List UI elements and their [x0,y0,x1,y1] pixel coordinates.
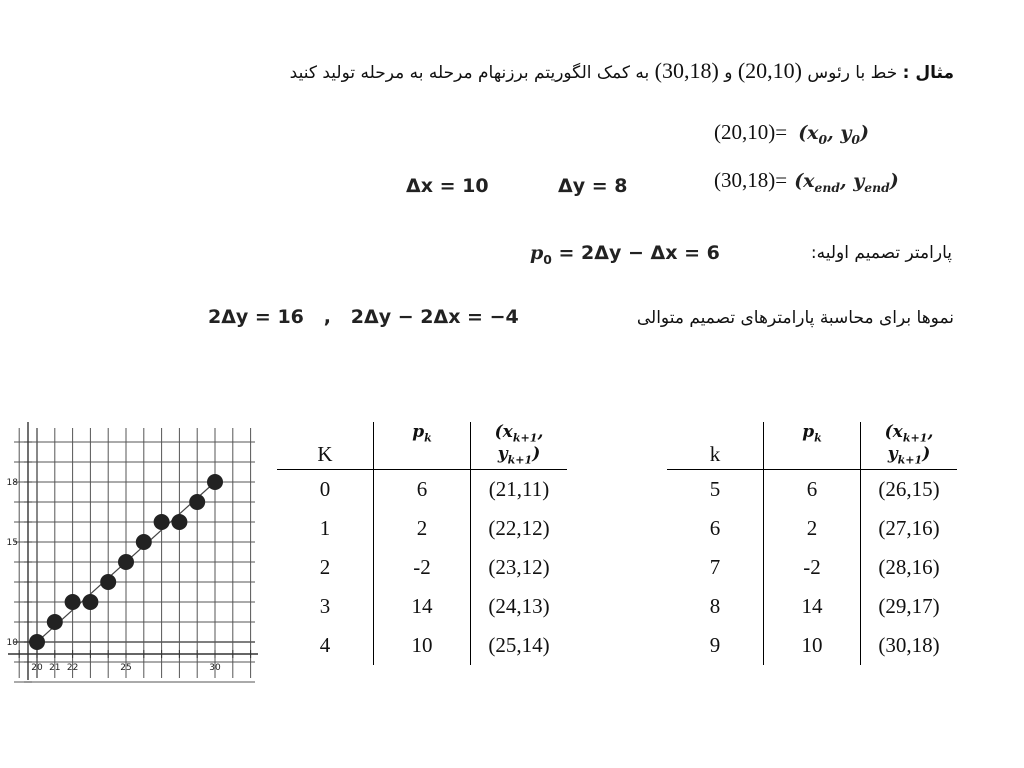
example-conj: و [724,63,733,83]
cell-k: 1 [277,509,374,548]
cell-xy: (29,17) [878,593,940,618]
table-row [667,587,957,626]
cell-k: 5 [667,469,764,509]
col-xy-header: ($x_{k+1}$, $y_{k+1}$) [471,422,568,469]
pixel-point [189,494,205,510]
col-k-header: k [667,422,764,469]
table-row [277,626,567,665]
start-endpoint [714,120,869,147]
pixel-point [171,514,187,530]
cell-k: 6 [667,509,764,548]
x-tick-label: 22 [66,663,79,673]
cell-k: 8 [667,587,764,626]
col-k-header: K [277,422,374,469]
cell-xy: (27,16) [878,515,940,540]
cell-xy: (21,11) [488,476,550,501]
x-tick-label: 20 [31,663,43,673]
example-statement [290,58,954,84]
table-row [277,587,567,626]
pixel-point [65,594,81,610]
y-tick-label: 15 [6,538,18,548]
start-rhs: ($x_0$, $y_0$) [798,122,869,147]
table-row [667,509,957,548]
col-pk-header: $p_k$ [374,422,471,469]
initial-param-formula: $p_0 = 2\Delta y - \Delta x = 6$ [530,242,720,267]
cell-pk: 6 [764,469,861,509]
cell-xy: (26,15) [878,476,940,501]
cell-k: 3 [277,587,374,626]
table-row [277,469,567,509]
table-row [277,509,567,548]
table-row [667,548,957,587]
end-lhs: (30,18)= [714,168,788,192]
cell-xy: (22,12) [488,515,550,540]
example-before: خط با رئوس [807,63,898,83]
increments-formula: 2Δy = 16 , 2Δy − 2Δx = −4 [208,306,519,328]
y-tick-label: 10 [6,638,18,648]
cell-k: 9 [667,626,764,665]
cell-pk: -2 [374,548,471,587]
increments-label: نموها برای محاسبة پارامترهای تصمیم متوالی [636,308,954,328]
y-tick-label: 18 [6,478,18,488]
cell-pk: 2 [764,509,861,548]
point-start: (20,10) [737,58,803,83]
cell-xy: (25,14) [488,632,550,657]
delta-x: Δx = 10 [406,175,489,197]
col-xy-header: ($x_{k+1}$, $y_{k+1}$) [861,422,958,469]
cell-pk: 10 [764,626,861,665]
bresenham-table-right [667,422,957,665]
pixel-point [82,594,98,610]
cell-k: 0 [277,469,374,509]
cell-xy: (24,13) [488,593,550,618]
cell-pk: 14 [764,587,861,626]
cell-pk: 6 [374,469,471,509]
pixel-point [29,634,45,650]
x-tick-label: 25 [120,663,132,673]
cell-k: 4 [277,626,374,665]
x-tick-label: 30 [209,663,221,673]
x-tick-label: 21 [49,663,61,673]
cell-pk: -2 [764,548,861,587]
pixel-point [154,514,170,530]
start-lhs: (20,10)= [714,120,788,144]
cell-xy: (23,12) [488,554,550,579]
table-row [667,469,957,509]
cell-pk: 10 [374,626,471,665]
pixel-grid-plot [0,418,262,688]
pixel-point [136,534,152,550]
example-label: مثال : [902,63,954,83]
cell-pk: 14 [374,587,471,626]
cell-k: 7 [667,548,764,587]
pixel-point [207,474,223,490]
pixel-point [118,554,134,570]
end-endpoint [714,168,899,195]
cell-xy: (30,18) [878,632,940,657]
point-end: (30,18) [654,58,719,83]
delta-y: Δy = 8 [558,175,628,197]
col-pk-header: $p_k$ [764,422,861,469]
initial-param-label: پارامتر تصمیم اولیه: [810,243,952,263]
table-row [277,548,567,587]
pixel-point [100,574,116,590]
table-header-row [667,422,957,469]
cell-xy: (28,16) [878,554,940,579]
pixel-point [47,614,63,630]
table-row [667,626,957,665]
bresenham-table-left [277,422,567,665]
cell-pk: 2 [374,509,471,548]
table-header-row [277,422,567,469]
cell-k: 2 [277,548,374,587]
end-rhs: ($x_{end}$, $y_{end}$) [794,170,899,195]
example-after: به کمک الگوریتم برزنهام مرحله به مرحله تولید کنید [289,63,650,83]
